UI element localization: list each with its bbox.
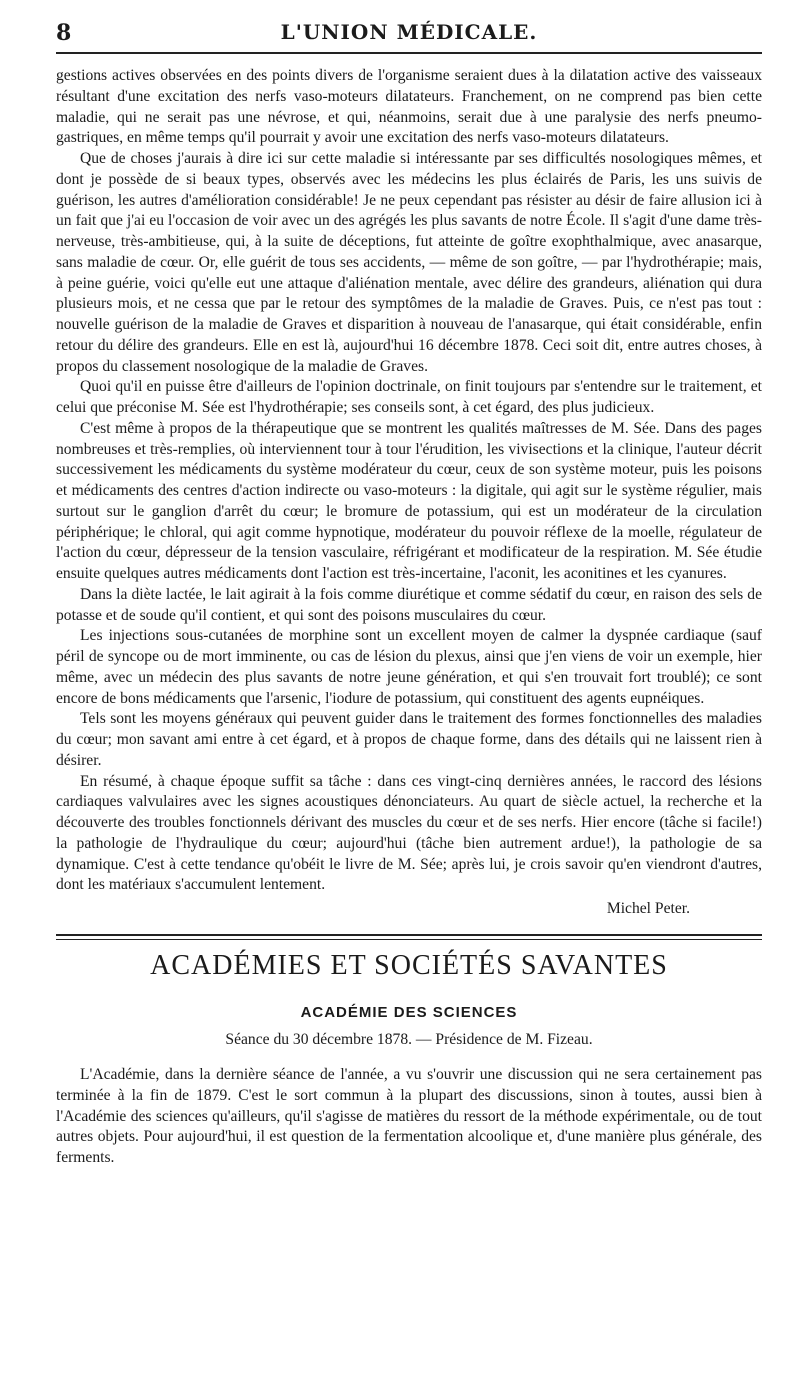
section-divider [56,934,762,940]
paragraph: L'Académie, dans la dernière séance de l'année, a vu s'ouvrir une discussion qui ne sera certainement pas terminée à la fin de 1879. C'est le sort commun à la plupart des discussions, sinon à toutes, aussi bien à l'Académie des sciences qu'ailleurs, qu'il s'agisse de matières du ressort de la méthode expérimentale, ou de tout autres objets. Pour aujourd'hui, il est question de la fermentation alcoolique et, d'une manière plus générale, des ferments. [56,1066,762,1166]
page-header [56,0,762,52]
paragraph: Quoi qu'il en puisse être d'ailleurs de l'opinion doctrinale, on finit toujours par s'entendre sur le traitement, et celui que préconise M. Sée est l'hydrothérapie; ses conseils sont, à cet égard, des plus judicieux. [56,378,762,416]
header-rule [56,52,762,54]
academy-report [56,1065,762,1169]
paragraph: Tels sont les moyens généraux qui peuvent guider dans le traitement des formes fonctionnelles des maladies du cœur; mon savant ami entre à cet égard, et à propos de chaque forme, dans des détails qui ne laissent rien à désirer. [56,710,762,769]
section-title: ACADÉMIES ET SOCIÉTÉS SAVANTES [150,950,668,981]
meeting-line: Séance du 30 décembre 1878. — Présidence de M. Fizeau. [225,1031,593,1048]
page-number: 8 [56,20,72,46]
paragraph: Que de choses j'aurais à dire ici sur cette maladie si intéressante par ses difficultés nosologiques mêmes, et dont je possède de si beaux types, observés avec les médecins les plus éclairés de Paris, les uns suivis de guérison, les autres d'amélioration considérable! Je ne peux cependant pas résister au désir de faire allusion ici à un fait que j'ai eu l'occasion de voir avec un des agrégés les plus savants de notre École. Il s'agit d'une dame très-nerveuse, très-ambitieuse, qui, à la suite de déceptions, fut atteinte de goître exophthalmique, avec anasarque, sans maladie de cœur. Or, elle guérit de tous ses accidents, — même de son goître, — par l'hydrothérapie; mais, à peine guérie, voici qu'elle eut une attaque d'aliénation mentale, avec délire des grandeurs, aliénation qui dura plusieurs mois, et ne cessa que par le retour des symptômes de la maladie de Graves. Puis, ce n'est pas tout : nouvelle guérison de la maladie de Graves et disparition à nouveau de l'anasarque, qui était considérable, enfin retour du délire des grandeurs. Elle en est là, aujourd'hui 16 décembre 1878. Ceci soit dit, entre autres choses, à propos du classement nosologique de la maladie de Graves. [56,150,762,375]
paragraph: En résumé, à chaque époque suffit sa tâche : dans ces vingt-cinq dernières années, le raccord des lésions cardiaques valvulaires avec les signes acoustiques dénonciateurs. Au quart de siècle actuel, la recherche et la découverte des troubles fonctionnels dérivant des muscles du cœur et de ses nerfs. Hier encore (tâche si facile!) la pathologie de l'hydraulique du cœur; aujourd'hui (tâche bien autrement ardue!), la pathologie de sa dynamique. C'est à cette tendance qu'obéit le livre de M. Sée; après lui, je crois savoir qu'en viendront d'autres, dont les matériaux s'accumulent lentement. [56,772,762,894]
paragraph: C'est même à propos de la thérapeutique que se montrent les qualités maîtresses de M. Sée. Dans des pages nombreuses et très-remplies, où interviennent tour à tour l'érudition, les vivisections et la clinique, l'auteur décrit successivement les médicaments du système modérateur du cœur, ceux de son système moteur, puis les poisons et médicaments des centres d'action indirecte ou vaso-moteurs : la digitale, qui agit sur le système régulier, mais surtout sur le ganglion d'arrêt du cœur; le bromure de potassium, qui est un modérateur de la circulation périphérique; le chloral, qui agit comme hypnotique, modérateur du pouvoir réflexe de la moelle, régulateur de l'action du cœur, dépresseur de la tension vasculaire, réfrigérant et modificateur de la respiration. M. Sée étudie ensuite quelques autres médicaments dont l'action est très-incertaine, l'aconit, les aconitines et les cyanures. [56,419,762,582]
author-signature: Michel Peter. [606,900,690,917]
running-title: L'UNION MÉDICALE. [280,20,538,44]
paragraph: gestions actives observées en des points divers de l'organisme seraient dues à la dilatation active des vaisseaux résultant d'une excitation des nerfs vaso-moteurs dilatateurs. Franchement, on ne comprend pas bien cette maladie, qui ne serait pas une névrose, et qui, néanmoins, serait due à une paralysie des nerfs pneumo-gastriques, en même temps qu'il pourrait y avoir une excitation des nerfs vaso-moteurs dilatateurs. [56,67,762,147]
article-body [56,66,762,896]
subsection-title: ACADÉMIE DES SCIENCES [300,1004,518,1021]
paragraph: Les injections sous-cutanées de morphine sont un excellent moyen de calmer la dyspnée cardiaque (sauf péril de syncope ou de mort imminente, ou cas de lésion du plexus, ainsi que j'en viens de voir un exemple, hier même, avec un médecin des plus savants de notre jeune génération, et qui s'en trouvait fort troublé); ce sont encore de bons médicaments que l'arsenic, l'iodure de potassium, qui constituent des agents eupnéiques. [56,627,762,707]
paragraph: Dans la diète lactée, le lait agirait à la fois comme diurétique et comme sédatif du cœur, en raison des sels de potasse et de soude qu'il contient, et qui sont des poisons musculaires du cœur. [56,585,762,624]
